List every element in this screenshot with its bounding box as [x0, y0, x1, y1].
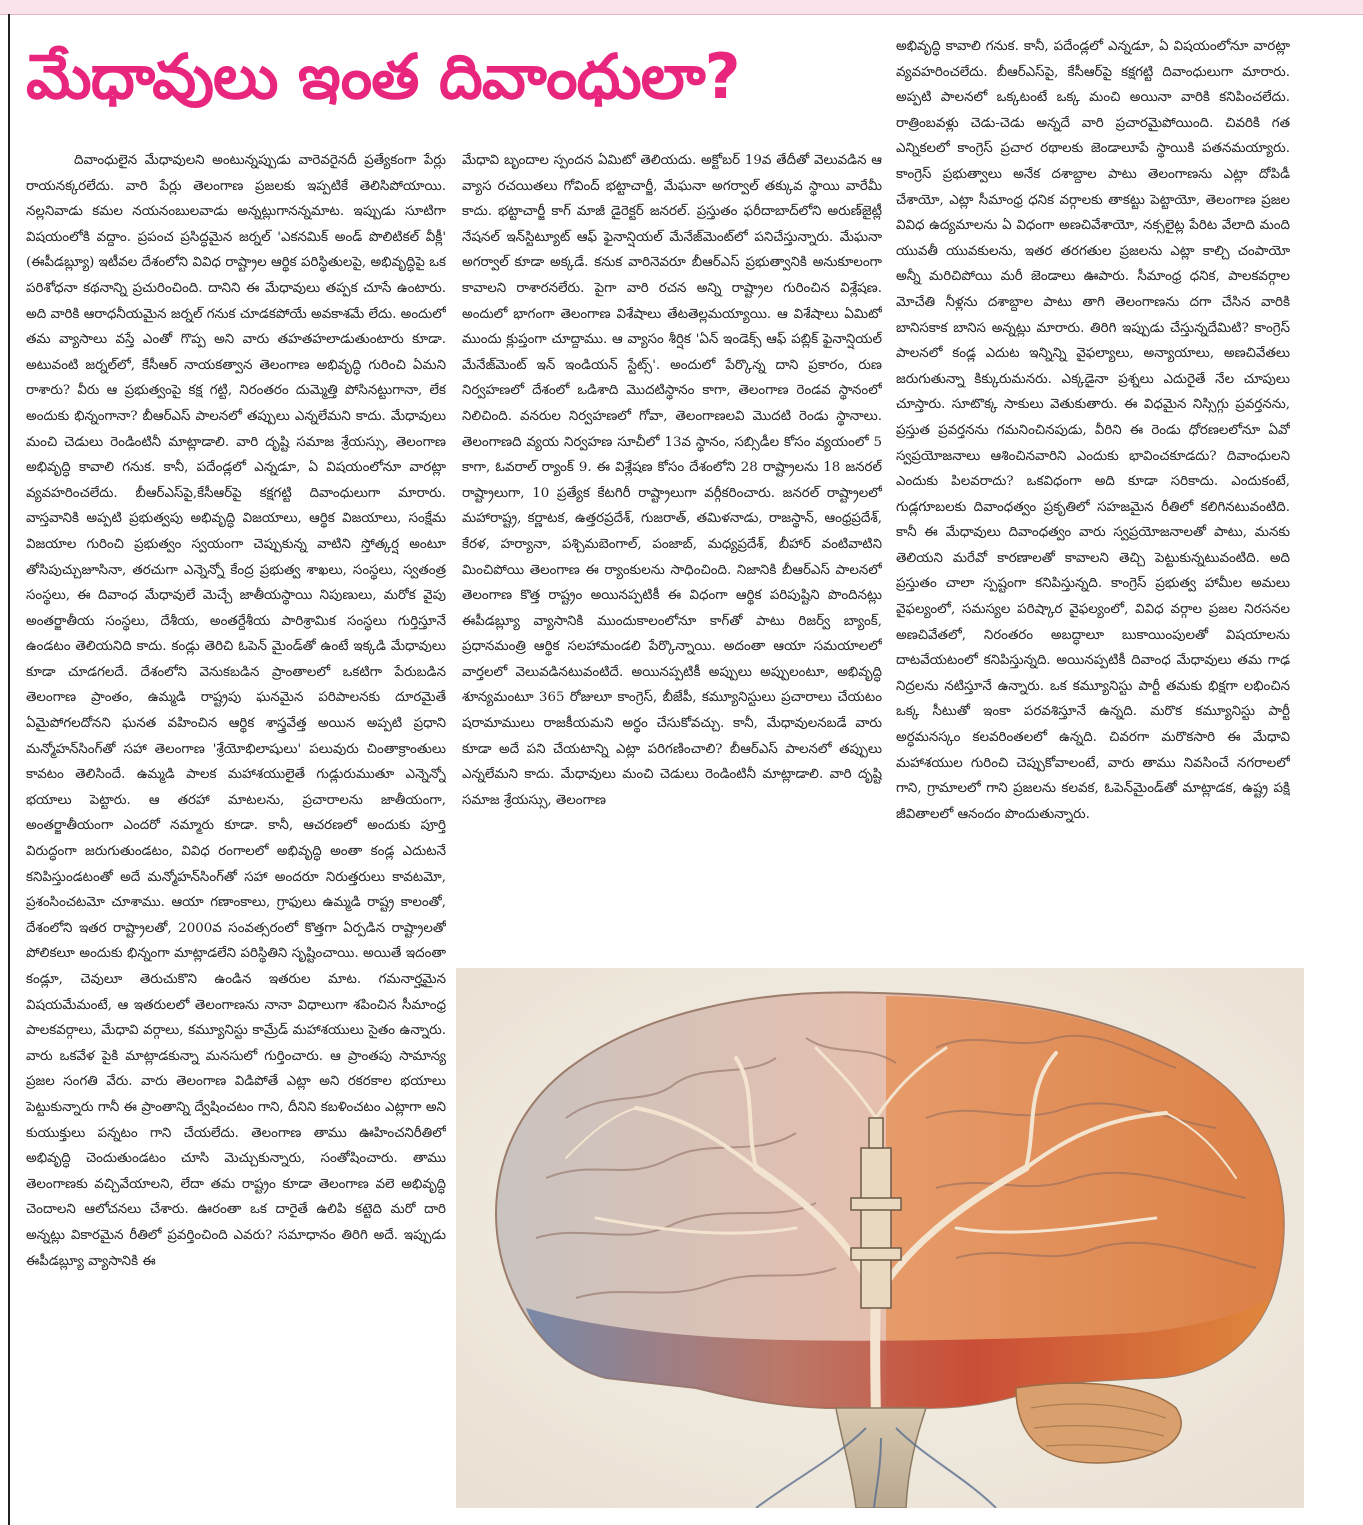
article-headline: మేధావులు ఇంత దివాంధులా? [26, 40, 740, 113]
article-column-1: దివాంధులైన మేధావులని అంటున్నప్పుడు వారెవరైనదీ ప్రత్యేకంగా పేర్లు రాయనక్కరలేదు. వారి పేర్లు తెలంగాణ ప్రజలకు ఇప్పటికే తెలిసిపోయాయి. నల్లనివాడు కమల నయనంబులవాడు అన్నట్లుగానన్నమాట. ఇప్పుడు సూటిగా విషయంలోకి వద్దాం. ప్రపంచ ప్రసిద్ధమైన జర్నల్ 'ఎకనమిక్ అండ్ పొలిటికల్ వీక్లీ' (ఈపీడబ్ల్యూ) ఇటీవల దేశంలోని వివిధ రాష్ట్రాల ఆర్థిక పరిస్థితులపై, అభివృద్ధిపై ఒక పరిశోధనా కథనాన్ని ప్రచురించింది. దానిని ఈ మేధావులు తప్పక చూసే ఉంటారు. అది వారికి ఆరాధనీయమైన జర్నల్ గనుక చూడకపోయే అవకాశమే లేదు. అందులో తమ వ్యాసాలు వస్తే ఎంతో గొప్ప అని వారు తహతహలాడుతుంటారు కూడా. అటువంటి జర్నల్‌లో, కేసీఆర్ నాయకత్వాన తెలంగాణ అభివృద్ధి గురించి ఏమని రాశారు? వీరు ఆ ప్రభుత్వంపై కక్ష గట్టి, నిరంతరం దుమ్మెత్తి పోసినట్టుగానా, లేక అందుకు భిన్నంగానా? బీఆర్ఎస్ పాలనలో తప్పులు ఎన్నలేమని కాదు. మేధావులు మంచి చెడులు రెండింటినీ మాట్లాడాలి. వారి దృష్టి సమాజ శ్రేయస్సు, తెలంగాణ అభివృద్ధి కావాలి గనుక. కానీ, పదేండ్లలో ఎన్నడూ, ఏ విషయంలోనూ వారట్లా వ్యవహరించలేదు. బీఆర్ఎస్‌పై,కేసీఆర్‌పై కక్షగట్టి దివాంధులుగా మారారు. వాస్తవానికి అప్పటి ప్రభుత్వపు అభివృద్ధి విజయాలు, ఆర్థిక విజయాలు, సంక్షేమ విజయాల గురించి ప్రభుత్వం స్వయంగా చెప్పుకున్న వాటిని స్తోత్కర్ష అంటూ తోసిపుచ్చుజూసినా, తరచుగా ఎన్నెన్నో కేంద్ర ప్రభుత్వ శాఖలు, సంస్థలు, స్వతంత్ర సంస్థలు, ఈ దివాంధ మేధావులే మెచ్చే జాతీయస్థాయి నిపుణులు, మరోక వైపు అంతర్జాతీయ సంస్థలు, దేశీయ, అంతర్దేశీయ పారిశ్రామిక సంస్థలు గుర్తిస్తూనే ఉండటం తెలియనిది కాదు. కండ్లు తెరిచి ఓపెన్ మైండ్‌తో ఉంటే ఇక్కడి మేధావులు కూడా చూడగలదే. దేశంలోని వెనుకబడిన ప్రాంతాలలో ఒకటిగా పేరుబడిన తెలంగాణ ప్రాంతం, ఉమ్మడి రాష్ట్రపు ఘనమైన పరిపాలనకు దూరమైతే ఏమైపోగలదోనని ఘనత వహించిన ఆర్థిక శాస్త్రవేత్త అయిన అప్పటి ప్రధాని మన్మోహన్‌సింగ్‌తో సహా తెలంగాణ 'శ్రేయోభిలాషులు' పలువురు చింతాక్రాంతులు కావటం తెలిసిందే. ఉమ్మడి పాలక మహాశయులైతే గుడ్లురుముతూ ఎన్నెన్నో భయాలు పెట్టారు. ఆ తరహా మాటలను, ప్రచారాలను జాతీయంగా, అంతర్జాతీయంగా ఎందరో నమ్మారు కూడా. కానీ, ఆచరణలో అందుకు పూర్తి విరుద్ధంగా జరుగుతుండటం, వివిధ రంగాలలో అభివృద్ధి అంతా కండ్ల ఎదుటనే కనిపిస్తుండటంతో అదే మన్మోహన్‌సింగ్‌తో సహా అందరూ నిరుత్తరులు కావటమో, ప్రశంసించటమో చూశాము. ఆయా గణాంకాలు, గ్రాఫులు ఉమ్మడి రాష్ట్ర కాలంతో, దేశంలోని ఇతర రాష్ట్రాలతో, 2000వ సంవత్సరంలో కొత్తగా ఏర్పడిన రాష్ట్రాలతో పోలికలూ అందుకు భిన్నంగా మాట్లాడలేని పరిస్థితిని సృష్టించాయి. అయితే ఇదంతా కండ్లూ, చెవులూ తెరుచుకొని ఉండిన ఇతరుల మాట. గమనార్హమైన విషయమేమంటే, ఆ ఇతరులలో తెలంగాణను నానా విధాలుగా శపించిన సీమాంధ్ర పాలకవర్గాలు, మేధావి వర్గాలు, కమ్యూనిస్టు కామ్రేడ్ మహాశయులు సైతం ఉన్నారు. వారు ఒకవేళ పైకి మాట్లాడకున్నా మనసులో గుర్తించారు. ఆ ప్రాంతపు సామాన్య ప్రజల సంగతి వేరు. వారు తెలంగాణ విడిపోతే ఎట్లా అని రకరకాల భయాలు పెట్టుకున్నారు గానీ ఈ ప్రాంతాన్ని ద్వేషించటం గాని, దీనిని కబళించటం ఎట్లాగా అని కుయుక్తులు పన్నటం గాని చేయలేదు. తెలంగాణ తాము ఊహించనిరీతిలో అభివృద్ధి చెందుతుండటం చూసి మెచ్చుకున్నారు, సంతోషించారు. తాము తెలంగాణకు వచ్చివేయాలని, లేదా తమ రాష్ట్రం కూడా తెలంగాణ వలె అభివృద్ధి చెందాలని ఆలోచనలు చేశారు. ఊరంతా ఒక దారైతే ఉలిపి కట్టెది మరో దారి అన్నట్లు వికారమైన రీతిలో ప్రవర్తించింది ఎవరు? సమాధానం తిరిగి అదే. ఇప్పుడు ఈపీడబ్ల్యూ వ్యాసానికి ఈ [26, 153, 446, 1269]
page-border-rule [8, 14, 10, 1525]
article-column-3: అభివృద్ధి కావాలి గనుక. కానీ, పదేండ్లలో ఎన్నడూ, ఏ విషయంలోనూ వారట్లా వ్యవహరించలేదు. బీఆర్ఎస్‌పై, కేసీఆర్‌పై కక్షగట్టి దివాంధులుగా మారారు. అప్పటి పాలనలో ఒక్కటంటే ఒక్క మంచి అయినా వారికి కనిపించలేదు. రాత్రింబవళ్లు చెడు-చెడు అన్నదే వారి ప్రచారమైపోయింది. చివరికి గత ఎన్నికలలో కాంగ్రెస్ ప్రచార రథాలకు జెండాలూపే స్థాయికి పతనమయ్యారు. కాంగ్రెస్ ప్రభుత్వాలు అనేక దశాబ్దాల పాటు తెలంగాణను ఎట్లా దోపిడీ చేశాయో, ఎట్లా సీమాంధ్ర ధనిక వర్గాలకు తాకట్టు పెట్టాయో, తెలంగాణ ప్రజల వివిధ ఉద్యమాలను ఏ విధంగా అణచివేశాయో, నక్సలైట్ల పేరిట వేలాది మంది యువతీ యువకులను, ఇతర తరగతుల ప్రజలను ఎట్లా కాల్చి చంపాయో అన్నీ మరిచిపోయి మరీ జెండాలు ఊపారు. సీమాంధ్ర ధనిక, పాలకవర్గాల మోచేతి నీళ్లను దశాబ్దాల పాటు తాగి తెలంగాణను దగా చేసిన వారికి బానిసకాక బానిస అన్నట్లు మారారు. తిరిగి ఇప్పుడు చేస్తున్నదేమిటి? కాంగ్రెస్ పాలనలో కండ్ల ఎదుట ఇన్నిన్ని వైఫల్యాలు, అన్యాయాలు, అణచివేతలు జరుగుతున్నా కిక్కురుమనరు. ఎక్కడైనా ప్రశ్నలు ఎదురైతే నేల చూపులు చూస్తారు. సూటొక్క సాకులు వెతుకుతారు. ఈ విధమైన నిస్సిగ్గు ప్రవర్తనను, ప్రస్తుత ప్రవర్తనను గమనించినపుడు, వీరిని ఈ రెండు ధోరణలలోనూ ఏవో స్వప్రయోజనాలు ఆశించినవారిని ఎందుకు భావించకూడదు? దివాంధులని ఎందుకు పిలవరాదు? ఒకవిధంగా అది కూడా సరికాదు. ఎందుకంటే, గుడ్లగూబలకు దివాంధత్వం ప్రకృతిలో సహజమైన రీతిలో కలిగినటువంటిది. కానీ ఈ మేధావులు దివాంధత్వం వారు స్వప్రయోజనాలతో పాటు, మనకు తెలియని మరేవో కారణాలతో కావాలని తెచ్చి పెట్టుకున్నటువంటిది. అది ప్రస్తుతం చాలా స్పష్టంగా కనిపిస్తున్నది. కాంగ్రెస్ ప్రభుత్వ హామీల అమలు వైఫల్యంలో, సమస్యల పరిష్కార వైఫల్యంలో, వివిధ వర్గాల ప్రజల నిరసనల అణచివేతలో, నిరంతరం అబద్ధాలూ బుకాయింపులతో విషయాలను దాటవేయటంలో కనిపిస్తున్నది. అయినప్పటికీ దివాంధ మేధావులు తమ గాఢ నిద్రలను నటిస్తూనే ఉన్నారు. ఒక కమ్యూనిస్టు పార్టీ తమకు భిక్షగా లభించిన ఒక్క సీటుతో ఇంకా పరవశిస్తూనే ఉన్నది. మరొక కమ్యూనిస్టు పార్టీ అర్ధమనస్కం కలవరింతలలో ఉన్నది. చివరగా మరొకసారి ఈ మేధావి మహాశయుల గురించి చెప్పుకోవాలంటే, వారు తాము నివసించే నగరాలలో గాని, గ్రామాలలో గాని ప్రజలను కలవక, ఓపెన్‌మైండ్‌తో మాట్లాడక, ఉష్ట్ర పక్షి జీవితాలలో ఆనందం పొందుతున్నారు. [896, 39, 1290, 822]
article-illustration [456, 968, 1304, 1508]
top-banner-strip [0, 0, 1363, 15]
article-column-2: మేధావి బృందాల స్పందన ఏమిటో తెలియదు. అక్టోబర్ 19వ తేదీతో వెలువడిన ఆ వ్యాస రచయితలు గోవింద్ భట్టాచార్జీ, మేఘనా అగర్వాల్ తక్కువ స్థాయి వారేమీ కాదు. భట్టాచార్జీ కాగ్ మాజీ డైరెక్టర్ జనరల్. ప్రస్తుతం ఫరీదాబాద్‌లోని అరుణ్‌జైట్లీ నేషనల్ ఇన్‌స్టిట్యూట్ ఆఫ్ ఫైనాన్షియల్ మేనేజ్‌మెంట్‌లో పనిచేస్తున్నారు. మేఘనా అగర్వాల్ కూడా అక్కడే. కనుక వారినెవరూ బీఆర్ఎస్ ప్రభుత్వానికి అనుకూలంగా కావాలని రాశారనలేరు. పైగా వారి రచన అన్ని రాష్ట్రాల గురించిన విశ్లేషణ. అందులో భాగంగా తెలంగాణ విశేషాలు తేటతెల్లమయ్యాయి. ఆ విశేషాలు ఏమిటో ముందు క్లుప్తంగా చూద్దాము. ఆ వ్యాసం శీర్షిక 'ఏన్ ఇండెక్స్ ఆఫ్ పబ్లిక్ ఫైనాన్షియల్ మేనేజ్‌మెంట్ ఇన్ ఇండియన్ స్టేట్స్'. అందులో పేర్కొన్న దాని ప్రకారం, రుణ నిర్వహణలో దేశంలో ఒడిశాది మొదటిస్థానం కాగా, తెలంగాణ రెండవ స్థానంలో నిలిచింది. వనరుల నిర్వహణలో గోవా, తెలంగాణలవి మొదటి రెండు స్థానాలు. తెలంగాణది వ్యయ నిర్వహణ సూచీలో 13వ స్థానం, సబ్సిడీల కోసం వ్యయంలో 5 కాగా, ఓవరాల్ ర్యాంక్ 9. ఈ విశ్లేషణ కోసం దేశంలోని 28 రాష్ట్రాలను 18 జనరల్ రాష్ట్రాలుగా, 10 ప్రత్యేక కేటగిరీ రాష్ట్రాలుగా వర్గీకరించారు. జనరల్ రాష్ట్రాలలో మహారాష్ట్ర, కర్ణాటక, ఉత్తరప్రదేశ్, గుజరాత్, తమిళనాడు, రాజస్థాన్, ఆంధ్రప్రదేశ్, కేరళ, హర్యానా, పశ్చిమబెంగాల్, పంజాబ్, మధ్యప్రదేశ్, బీహార్ వంటివాటిని మించిపోయి తెలంగాణ ఈ ర్యాంకులను సాధించింది. నిజానికి బీఆర్ఎస్ పాలనలో తెలంగాణ కొత్త రాష్ట్రం అయినప్పటికీ ఈ విధంగా ఆర్థిక పరిపుష్టిని పొందినట్లు ఈపీడబ్ల్యూ వ్యాసానికి ముందుకాలంలోనూ కాగ్‌తో పాటు రిజర్వ్ బ్యాంక్, ప్రధానమంత్రి ఆర్థిక సలహామండలి పేర్కొన్నాయి. అదంతా ఆయా సమయాలలో వార్తలలో వెలువడినటువంటిదే. అయినప్పటికీ అప్పులు అప్పులంటూ, అభివృద్ధి శూన్యమంటూ 365 రోజులూ కాంగ్రెస్, బీజేపీ, కమ్యూనిస్టులు ప్రచారాలు చేయటం షరామాములు రాజకీయమని అర్థం చేసుకోవచ్చు. కానీ, మేధావులనబడే వారు కూడా అదే పని చేయటాన్ని ఎట్లా పరిగణించాలి? బీఆర్ఎస్ పాలనలో తప్పులు ఎన్నలేమని కాదు. మేధావులు మంచి చెడులు రెండింటినీ మాట్లాడాలి. వారి దృష్టి సమాజ శ్రేయస్సు, తెలంగాణ [462, 153, 882, 808]
brain-illustration-icon [456, 968, 1304, 1508]
